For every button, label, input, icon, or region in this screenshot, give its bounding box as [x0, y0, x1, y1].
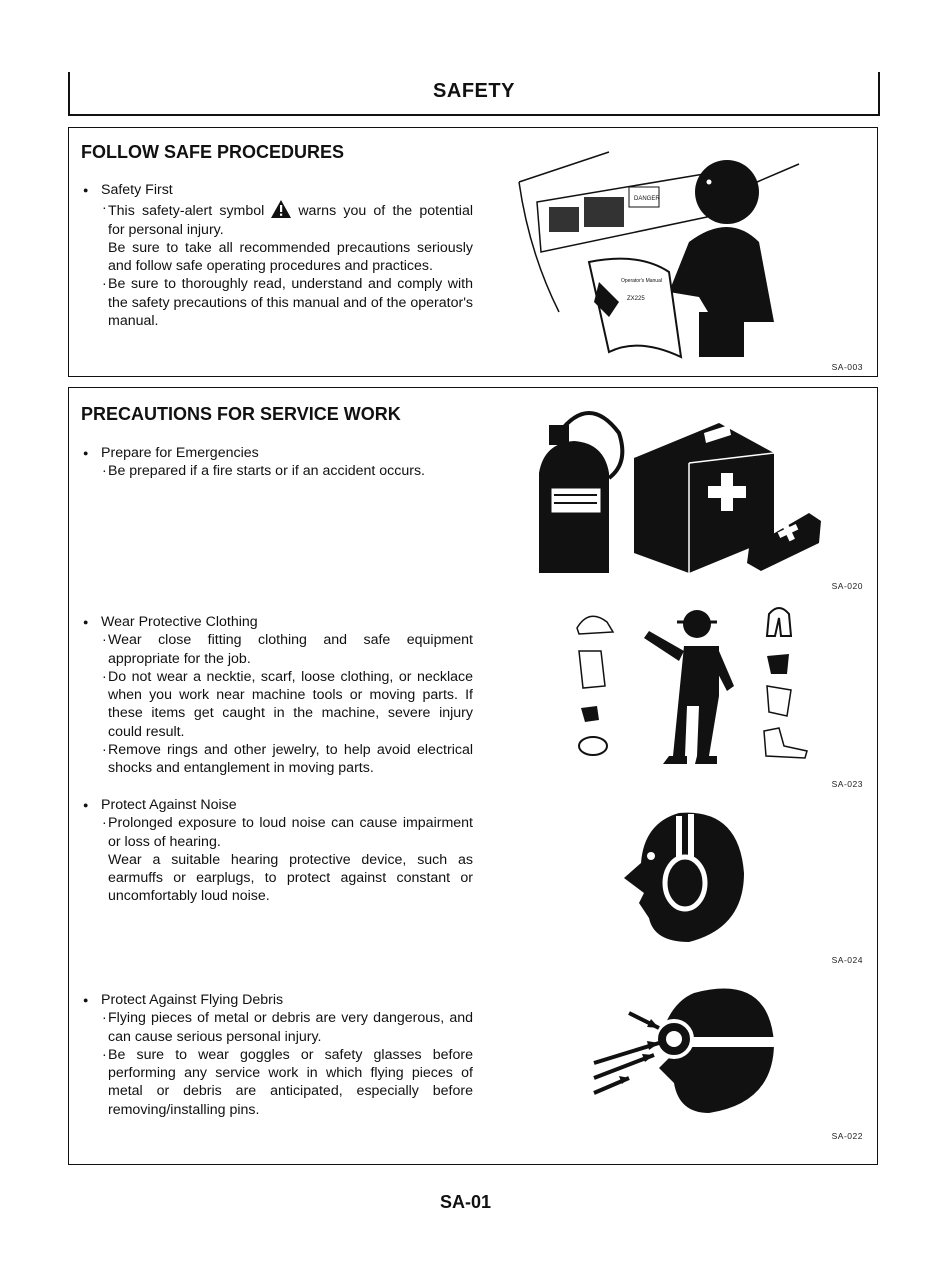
- flying-debris-block: [83, 991, 473, 1119]
- bullet-heading: ● Prepare for Emergencies: [83, 444, 473, 462]
- figure-code: SA-024: [831, 955, 863, 965]
- list-item: · Remove rings and other jewelry, to help avoid electrical shocks and entanglement in moving parts.: [102, 742, 473, 777]
- list-item: · Do not wear a necktie, scarf, loose clothing, or necklace when you work near machine tools or moving parts. If these items get caught in the machine, severe injury could result.: [102, 668, 473, 740]
- bullet-heading: ● Protect Against Flying Debris: [83, 991, 473, 1009]
- svg-text:Operator's Manual: Operator's Manual: [621, 278, 662, 284]
- list-item: · Prolonged exposure to loud noise can cause impairment or loss of hearing.: [102, 815, 473, 850]
- svg-text:DANGER: DANGER: [634, 196, 660, 202]
- list-item: · Wear close fitting clothing and safe equipment appropriate for the job.: [102, 632, 473, 667]
- page-number: SA-01: [439, 1192, 492, 1212]
- svg-text:ZX225: ZX225: [627, 296, 645, 302]
- figure-code: SA-003: [831, 362, 863, 372]
- flying-debris-illustration: [589, 973, 779, 1118]
- bullet-heading: ● Safety First: [83, 181, 473, 199]
- page-title: SAFETY: [433, 80, 515, 102]
- paragraph: Be sure to take all recommended precautions seriously and follow safe operating procedures and practices.: [108, 239, 473, 275]
- list-item: · Be sure to thoroughly read, understand and comply with the safety precautions of this manual and of the operator's manual.: [102, 276, 473, 330]
- hearing-protection-illustration: [619, 808, 749, 948]
- paragraph: Wear a suitable hearing protective device, such as earmuffs or earplugs, to protect against constant or uncomfortably loud noise.: [108, 851, 473, 905]
- protective-clothing-illustration: [569, 606, 819, 771]
- noise-block: [83, 796, 473, 906]
- section-precautions-service-work: [68, 387, 878, 1165]
- section-follow-safe-procedures: [68, 127, 878, 377]
- person-reading-manual-illustration: [509, 142, 839, 362]
- list-item: · Flying pieces of metal or debris are very dangerous, and can cause serious personal injury.: [102, 1010, 473, 1045]
- list-item: · This safety-alert symbol warns you of the potential for personal injury.: [102, 200, 473, 238]
- list-item: · Be prepared if a fire starts or if an accident occurs.: [102, 463, 426, 480]
- safety-first-block: [83, 181, 473, 330]
- section-title: PRECAUTIONS FOR SERVICE WORK: [81, 404, 401, 424]
- figure-code: SA-023: [831, 779, 863, 789]
- fire-extinguisher-first-aid-illustration: [529, 403, 829, 573]
- page-header: [68, 72, 880, 116]
- bullet-heading: ● Wear Protective Clothing: [83, 613, 473, 631]
- list-item: · Be sure to wear goggles or safety glasses before performing any service work in which flying pieces of metal or debris are anticipated, especially before removing/installing pins.: [102, 1046, 473, 1118]
- protective-clothing-block: [83, 613, 473, 778]
- figure-code: SA-022: [831, 1131, 863, 1141]
- section-title: FOLLOW SAFE PROCEDURES: [81, 142, 345, 162]
- emergencies-block: [83, 444, 473, 481]
- bullet-heading: ● Protect Against Noise: [83, 796, 473, 814]
- safety-alert-icon: [270, 199, 292, 219]
- figure-code: SA-020: [831, 581, 863, 591]
